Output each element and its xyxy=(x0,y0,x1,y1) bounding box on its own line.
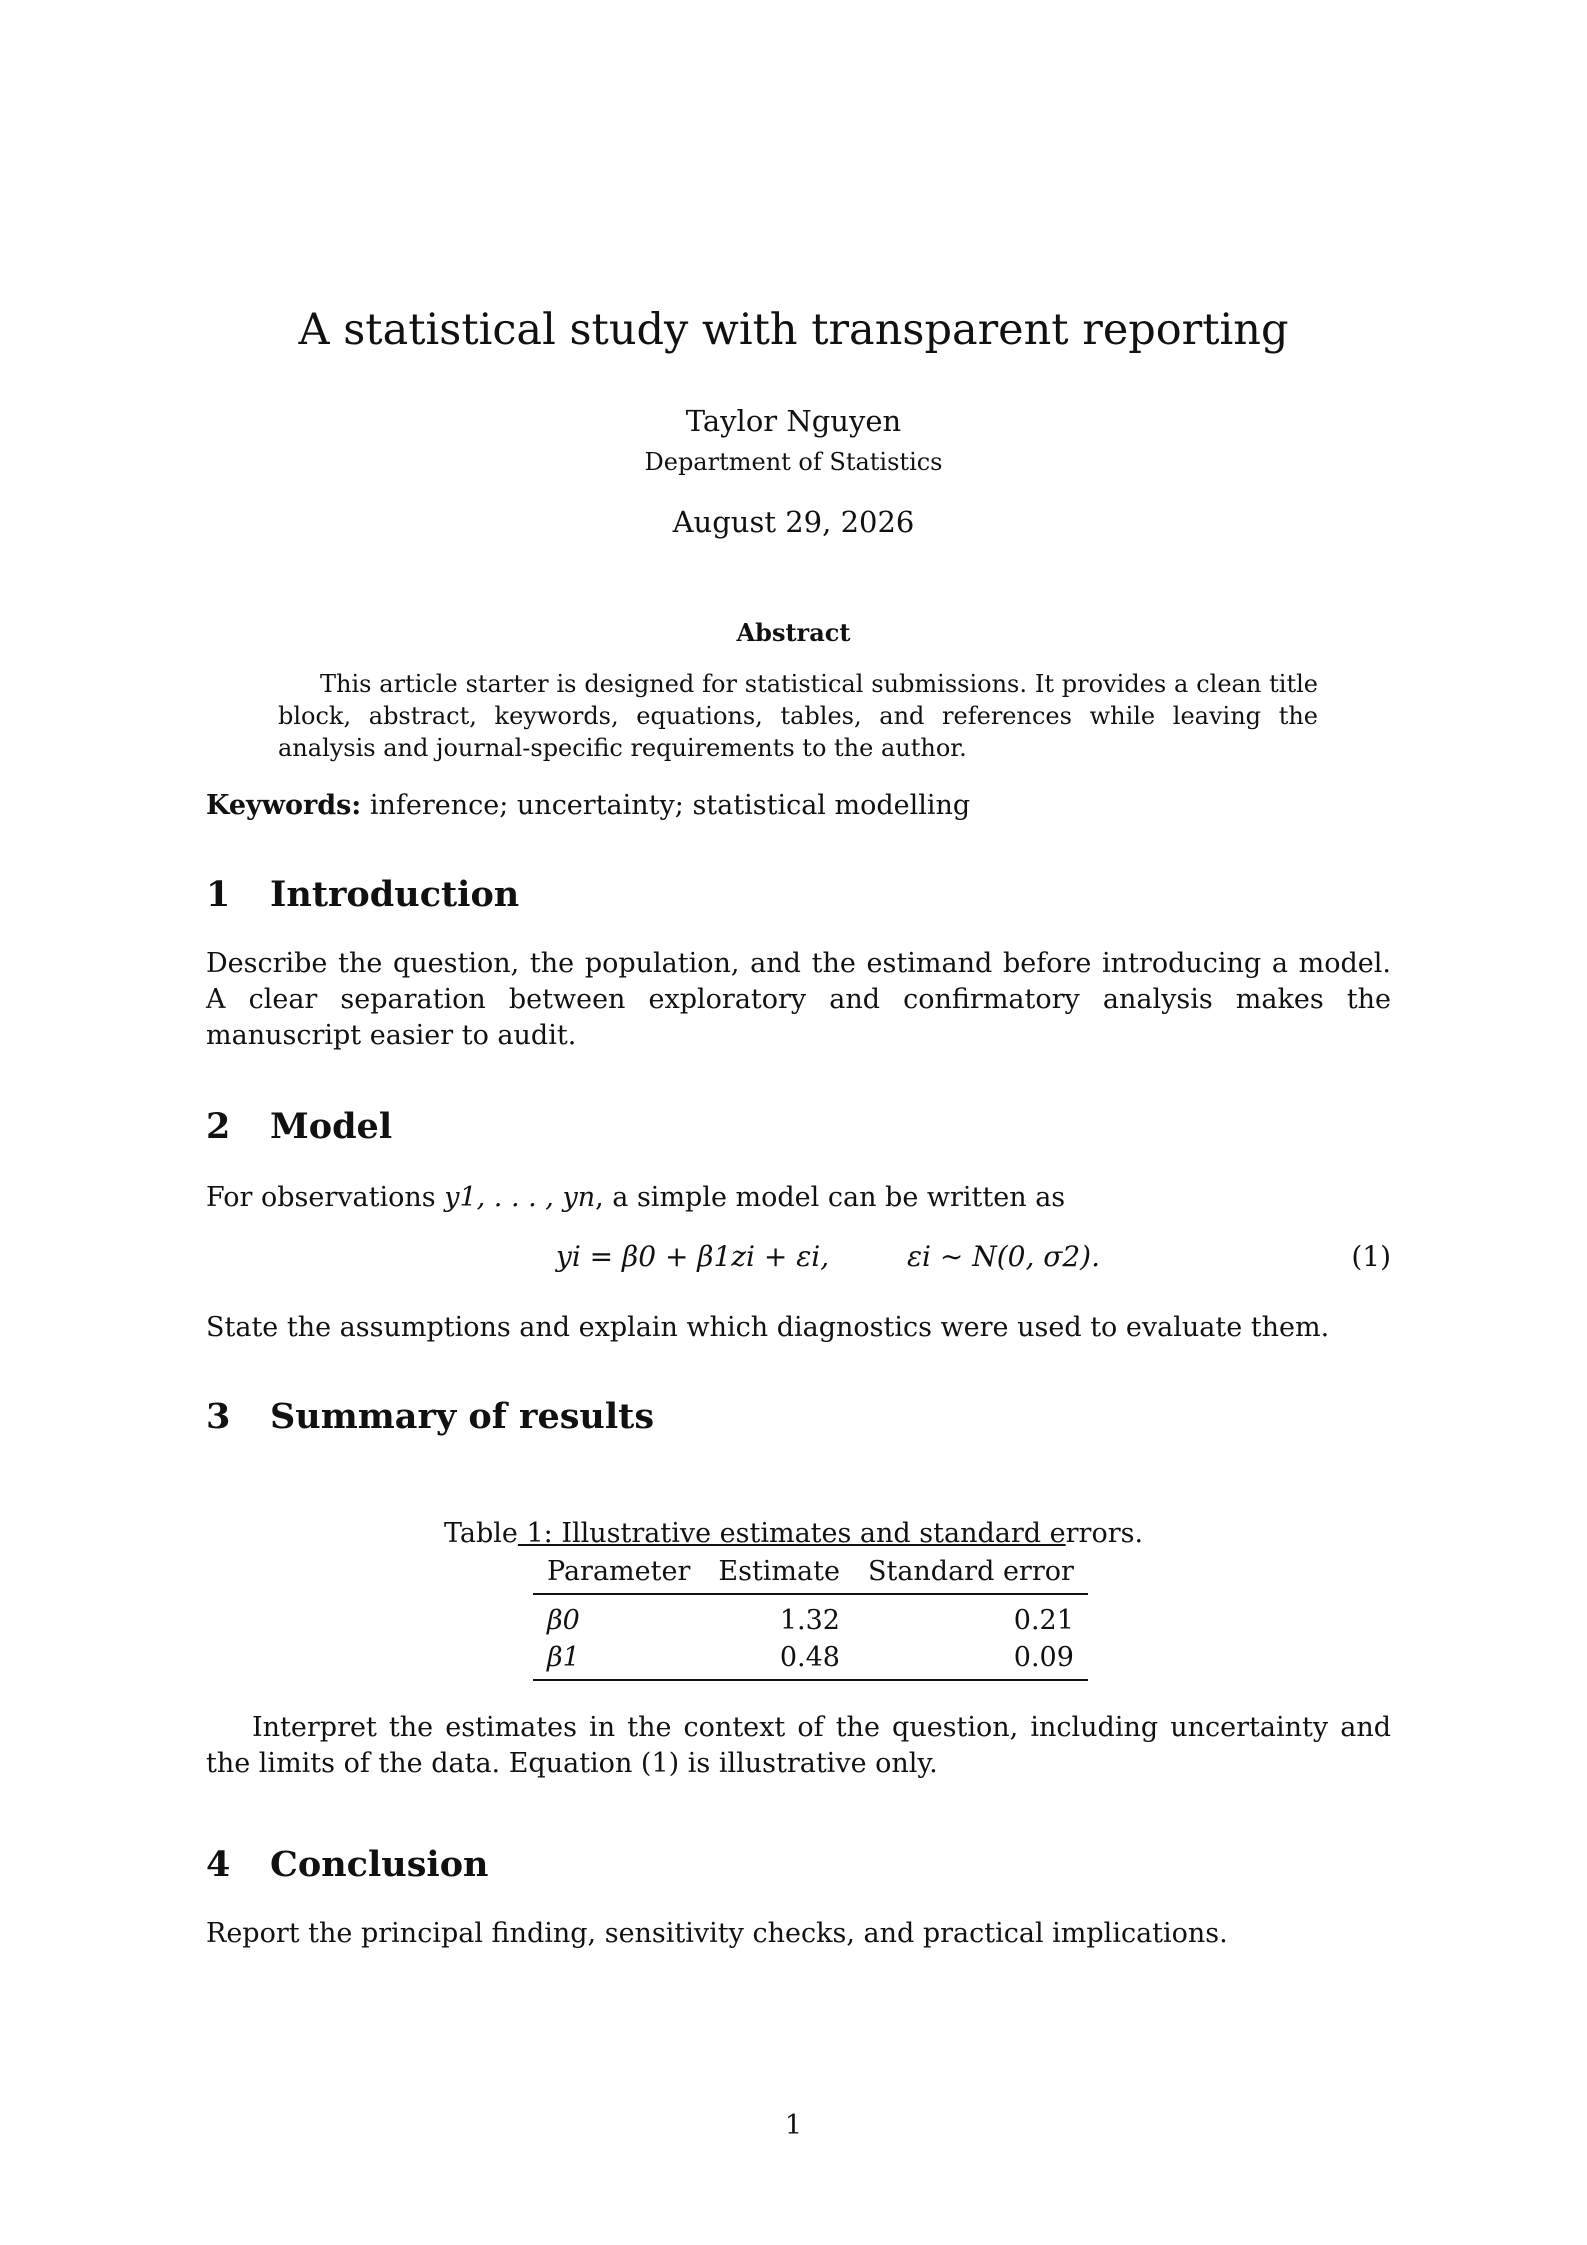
table-caption xyxy=(0,1518,1587,1549)
abstract-heading: Abstract xyxy=(736,618,851,647)
table-row xyxy=(533,1639,1088,1680)
section-title: Summary of results xyxy=(270,1396,655,1437)
table-header-cell: Parameter xyxy=(533,1552,704,1594)
table-cell-estimate: 0.48 xyxy=(704,1639,854,1680)
paper-date: August 29, 2026 xyxy=(672,505,915,539)
results-paragraph xyxy=(206,1710,1391,1782)
model-equation xyxy=(206,1240,1391,1282)
table-cell-parameter: β0 xyxy=(547,1605,580,1636)
table-caption-suffix: rrors. xyxy=(1065,1518,1144,1549)
section-number: 4 xyxy=(206,1844,231,1885)
model-lead-after: , a simple model can be written as xyxy=(595,1182,1066,1213)
keywords-line xyxy=(206,790,1391,821)
model-lead-before: For observations xyxy=(206,1182,445,1213)
equation-rhs: εi ∼ N(0, σ2). xyxy=(906,1240,1101,1273)
abstract-text: This article starter is designed for statistical submissions. It provides a clean title block, abstract, keywords, equations, tables, and references while leaving the analysis and journal-specific requirements to the author. xyxy=(278,670,1318,762)
table-row xyxy=(533,1594,1088,1639)
keywords-text: inference; uncertainty; statistical modelling xyxy=(369,790,971,821)
section-title: Conclusion xyxy=(270,1844,489,1885)
keywords-label: Keywords: xyxy=(206,790,362,821)
page-number: 1 xyxy=(784,2110,803,2141)
table-cell-estimate: 1.32 xyxy=(779,1605,840,1636)
paper-title: A statistical study with transparent reporting xyxy=(298,305,1289,355)
author-name: Taylor Nguyen xyxy=(685,404,902,438)
equation-body xyxy=(556,1240,1100,1273)
table-header-row xyxy=(533,1552,1088,1594)
section-heading-conclusion xyxy=(206,1844,1391,1885)
section-number: 1 xyxy=(206,874,231,915)
section-heading-results xyxy=(206,1396,1391,1437)
table-header-cell: Standard error xyxy=(854,1552,1088,1594)
model-lead-paragraph xyxy=(206,1180,1391,1216)
section-heading-introduction xyxy=(206,874,1391,915)
table-cell-standard-error: 0.09 xyxy=(854,1639,1088,1680)
introduction-paragraph: Describe the question, the population, and the estimand before introducing a model. A clear separation between exploratory and confirmatory analysis makes the manuscript easier to audit. xyxy=(206,948,1391,1051)
section-number: 3 xyxy=(206,1396,231,1437)
model-lead-observations: y1, . . . , yn xyxy=(444,1182,596,1213)
author-affiliation: Department of Statistics xyxy=(644,448,943,476)
results-table xyxy=(533,1552,1088,1681)
table-cell-standard-error: 0.21 xyxy=(1013,1605,1074,1636)
section-title: Introduction xyxy=(270,874,520,915)
section-title: Model xyxy=(270,1106,393,1147)
equation-number: (1) xyxy=(1351,1240,1391,1273)
section-number: 2 xyxy=(206,1106,231,1147)
table-caption-underlined: 1: Illustrative estimates and standard e xyxy=(517,1518,1066,1549)
table-header-cell: Estimate xyxy=(704,1552,854,1594)
model-assumptions-paragraph: State the assumptions and explain which diagnostics were used to evaluate them. xyxy=(206,1312,1330,1343)
table-cell-parameter: β1 xyxy=(533,1639,704,1680)
section-heading-model xyxy=(206,1106,1391,1147)
results-text-part2: is illustrative only. xyxy=(679,1748,938,1779)
results-text-part1: Interpret the estimates in the context of the question, including uncertainty and the limits of the data. Equation xyxy=(206,1712,1391,1779)
table-caption-prefix: Table xyxy=(443,1518,518,1549)
conclusion-paragraph: Report the principal finding, sensitivity checks, and practical implications. xyxy=(206,1918,1228,1949)
equation-reference-link[interactable]: (1) xyxy=(640,1748,680,1779)
equation-lhs: yi = β0 + β1zi + εi, xyxy=(556,1240,830,1273)
